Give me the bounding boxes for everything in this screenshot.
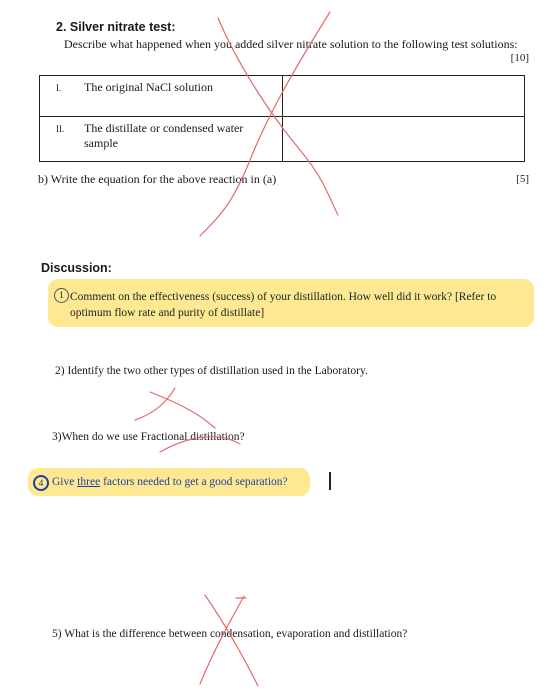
section-title: 2. Silver nitrate test: (56, 20, 176, 34)
part-b-marks: [5] (516, 173, 529, 185)
part-b-question: b) Write the equation for the above reaction in (a) (38, 172, 277, 186)
section-instruction: Describe what happened when you added silver nitrate solution to the following test solutions: (64, 37, 518, 51)
pen-stroke (205, 595, 258, 686)
pen-stroke (218, 18, 338, 215)
pen-stroke (200, 596, 244, 684)
pen-stroke (150, 392, 215, 428)
pen-stroke (160, 437, 240, 452)
discussion-q3: 3)When do we use Fractional distillation? (52, 431, 245, 443)
pen-stroke (135, 388, 175, 420)
pen-stroke (200, 12, 330, 236)
row-numeral: I. (56, 83, 62, 93)
q1-number-circle: 1 (54, 288, 69, 303)
discussion-q5: 5) What is the difference between condensation, evaporation and distillation? (52, 628, 408, 640)
q4-underlined-word: three (77, 476, 101, 488)
discussion-heading: Discussion: (41, 261, 112, 275)
section-marks: [10] (510, 52, 529, 64)
discussion-q2: 2) Identify the two other types of distillation used in the Laboratory. (55, 365, 368, 377)
q4-text-after: factors needed to get a good separation? (100, 476, 288, 488)
row-text: The original NaCl solution (84, 80, 213, 94)
row-text: The distillate or condensed water sample (84, 121, 244, 150)
row-numeral: II. (56, 124, 65, 134)
q4-number-circle: 4 (33, 475, 49, 491)
q4-text-before: Give (52, 476, 78, 488)
discussion-q1: Comment on the effectiveness (success) of your distillation. How well did it work? [Refer to optimum flow rate and purity of distillate] (70, 291, 497, 319)
